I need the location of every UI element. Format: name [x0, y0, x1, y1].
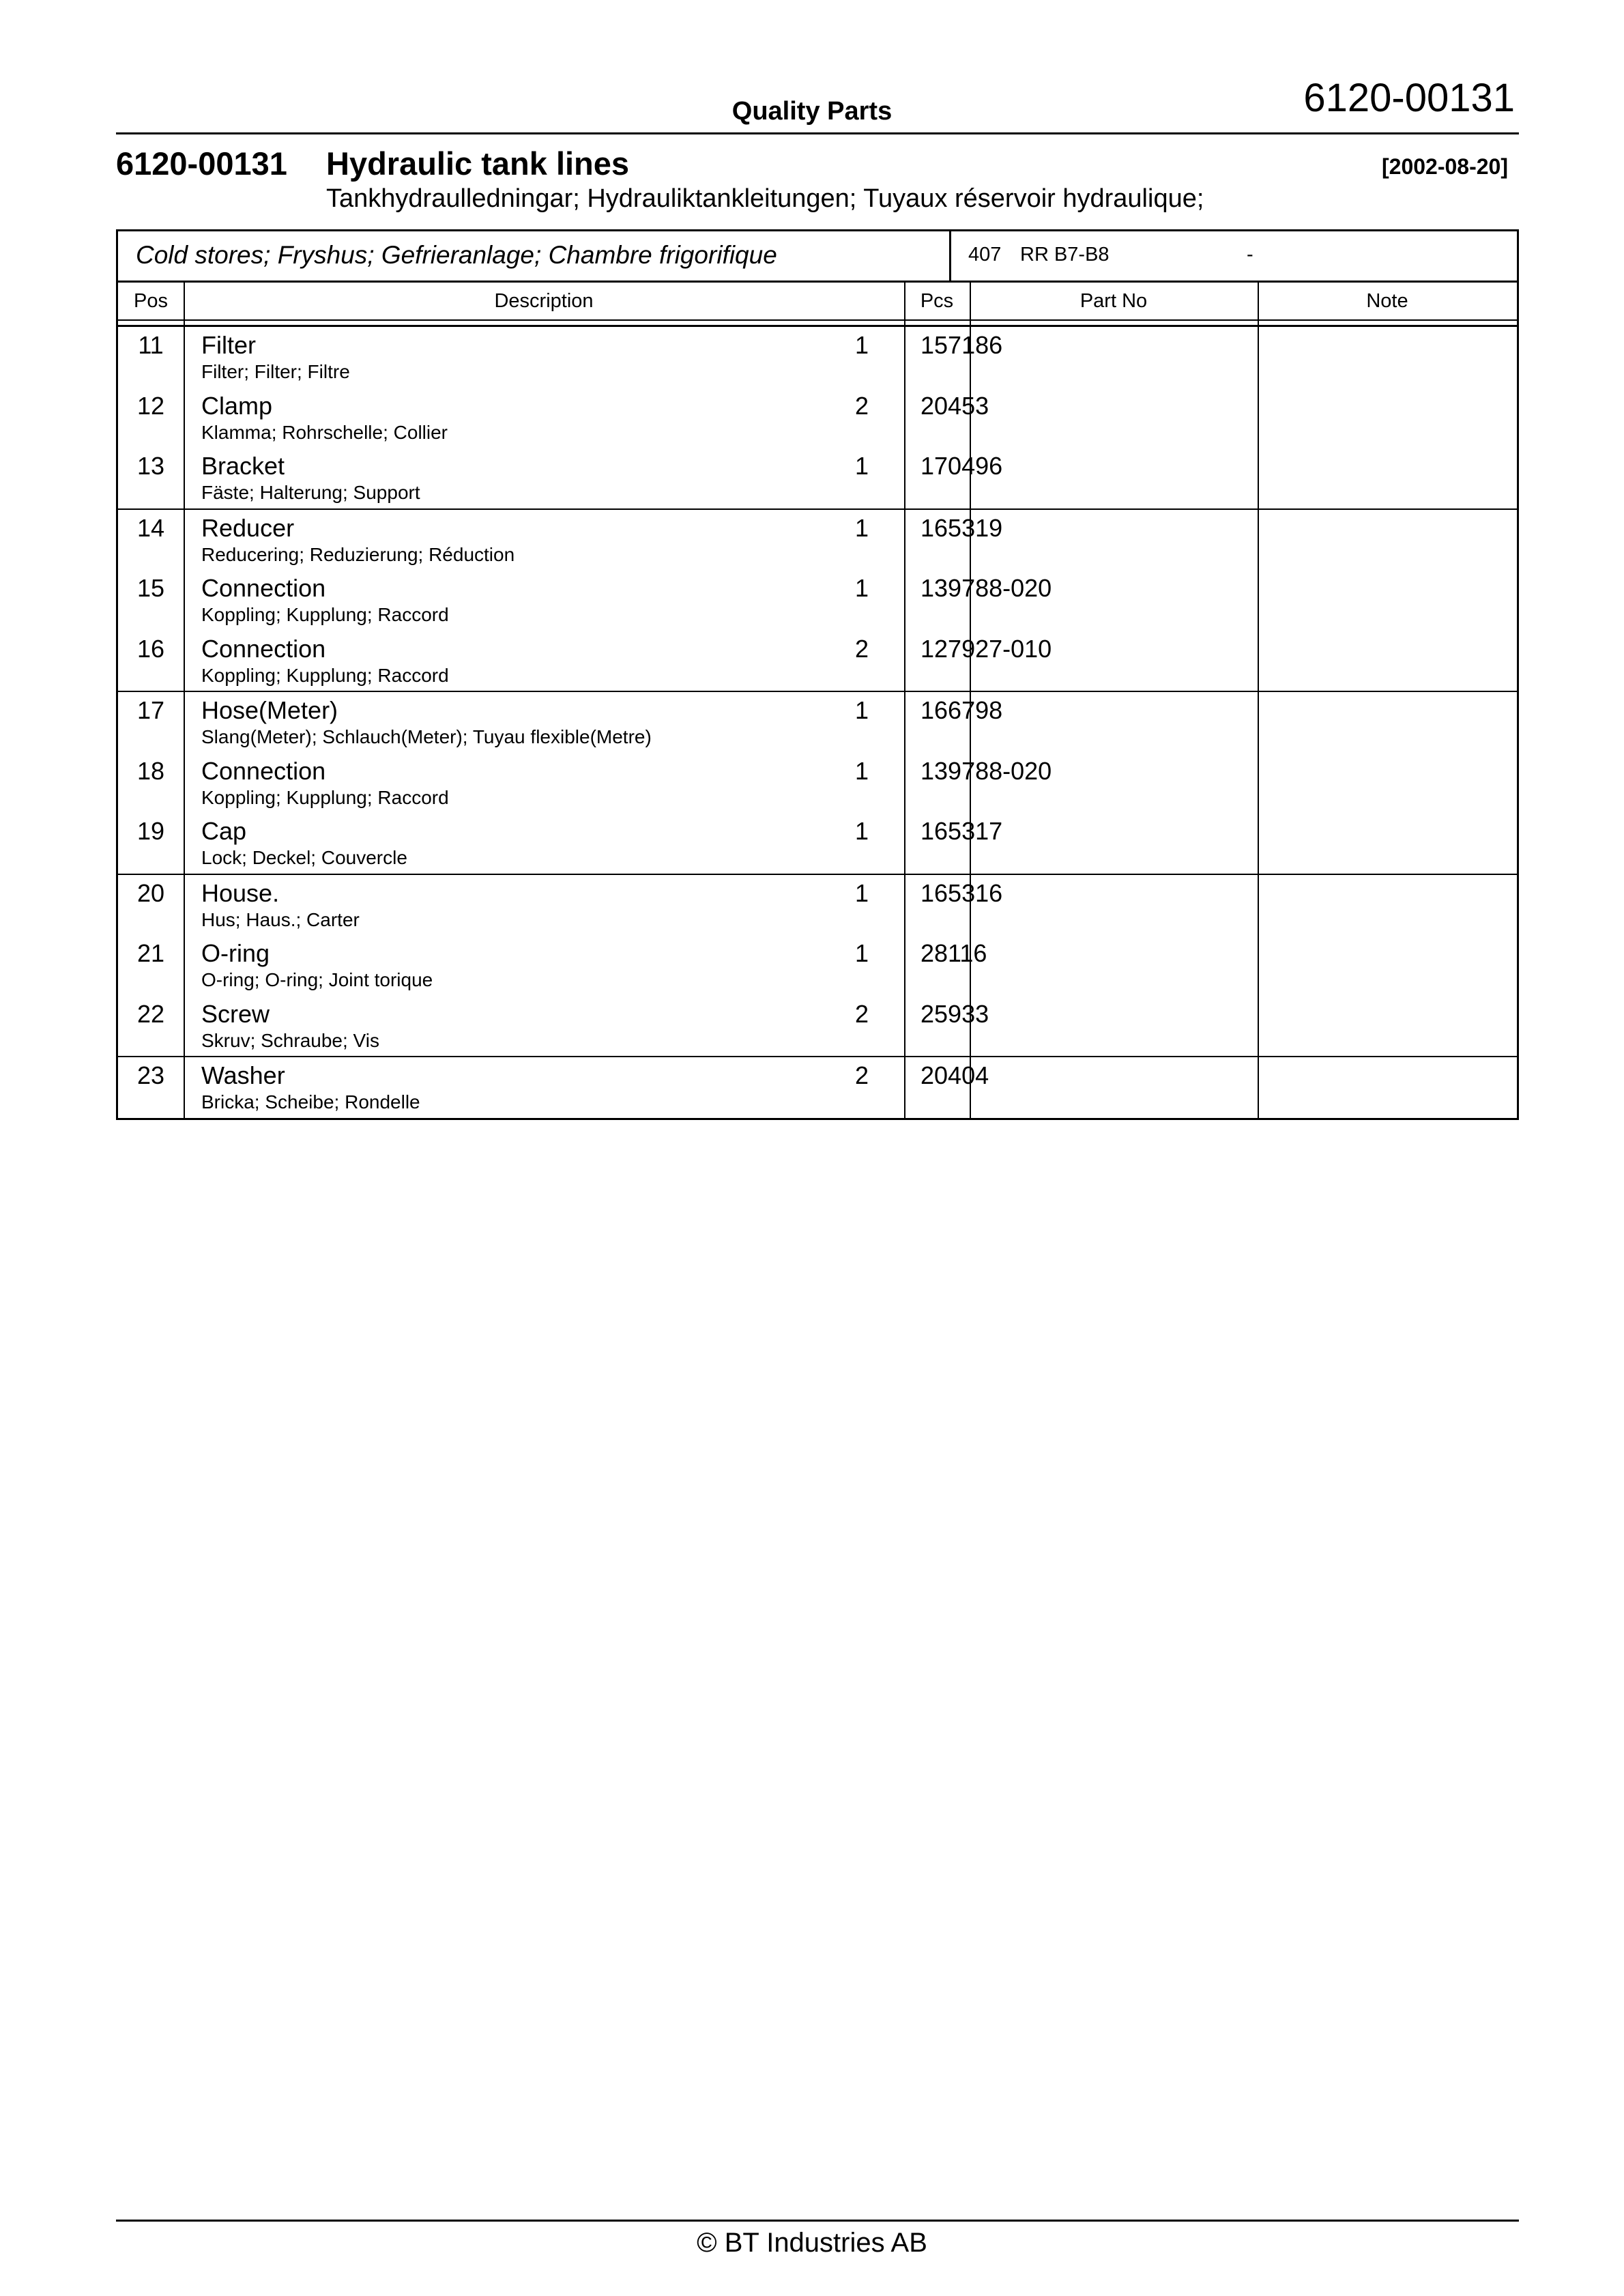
table-row — [118, 327, 1517, 388]
row-pos: 19 — [136, 817, 165, 845]
row-pos: 15 — [136, 574, 165, 602]
info-box — [116, 229, 1519, 283]
row-group — [118, 1056, 1517, 1118]
row-pos: 22 — [136, 999, 165, 1028]
row-pcs: 1 — [855, 331, 869, 359]
row-part-no: 157186 — [920, 331, 1003, 359]
column-header-note: Note — [1366, 290, 1408, 312]
row-description-translations: Filter; Filter; Filtre — [201, 361, 350, 382]
row-pos: 14 — [136, 513, 165, 542]
info-code-1: 407 — [968, 244, 1002, 266]
column-divider — [184, 281, 185, 1118]
table-body — [118, 327, 1517, 1118]
table-row — [118, 388, 1517, 448]
table-row — [118, 996, 1517, 1057]
table-row — [118, 753, 1517, 814]
row-group — [118, 508, 1517, 691]
row-pcs: 1 — [855, 939, 869, 967]
row-part-no: 20404 — [920, 1061, 989, 1089]
row-pos: 20 — [136, 878, 165, 907]
row-description: Reducer — [201, 513, 295, 542]
column-header-part-no: Part No — [1079, 290, 1148, 312]
table-row — [118, 875, 1517, 936]
info-code-2: RR B7-B8 — [1020, 244, 1110, 266]
row-description: Connection — [201, 574, 326, 602]
row-pos: 13 — [136, 452, 165, 480]
row-description: Clamp — [201, 391, 273, 420]
header-divider — [116, 132, 1519, 134]
table-row — [118, 448, 1517, 508]
row-pcs: 1 — [855, 452, 869, 480]
row-part-no: 28116 — [920, 939, 987, 967]
row-pcs: 1 — [855, 817, 869, 845]
row-pcs: 1 — [855, 878, 869, 907]
row-description-translations: O-ring; O-ring; Joint torique — [201, 969, 433, 990]
table-row — [118, 935, 1517, 996]
row-group — [118, 874, 1517, 1057]
row-part-no: 139788-020 — [920, 756, 1052, 785]
column-divider — [1258, 281, 1259, 1118]
row-description: Connection — [201, 756, 326, 785]
row-group — [118, 691, 1517, 874]
row-pcs: 2 — [855, 999, 869, 1028]
column-divider — [904, 281, 905, 1118]
page-subtitle-translations: Tankhydraulledningar; Hydrauliktankleitungen; Tuyaux réservoir hydraulique; — [326, 184, 1204, 213]
footer-divider — [116, 2220, 1519, 2222]
column-header-pos: Pos — [134, 290, 168, 312]
row-description: Screw — [201, 999, 270, 1028]
row-pcs: 1 — [855, 756, 869, 785]
row-description-translations: Koppling; Kupplung; Raccord — [201, 664, 449, 686]
row-description-translations: Skruv; Schraube; Vis — [201, 1029, 379, 1051]
row-pcs: 2 — [855, 1061, 869, 1089]
row-pcs: 1 — [855, 513, 869, 542]
table-row — [118, 570, 1517, 631]
row-description: Washer — [201, 1061, 285, 1089]
row-pcs: 2 — [855, 634, 869, 663]
header-title: Quality Parts — [731, 97, 893, 126]
row-description-translations: Reducering; Reduzierung; Réduction — [201, 543, 515, 565]
row-description-translations: Lock; Deckel; Couvercle — [201, 847, 407, 868]
table-header — [118, 281, 1517, 327]
table-row — [118, 510, 1517, 571]
row-pcs: 1 — [855, 574, 869, 602]
row-pos: 16 — [136, 634, 165, 663]
row-description-translations: Klamma; Rohrschelle; Collier — [201, 421, 448, 443]
page-title: Hydraulic tank lines — [326, 145, 630, 182]
table-row — [118, 692, 1517, 753]
row-description: Hose(Meter) — [201, 696, 338, 724]
row-part-no: 165317 — [920, 817, 1003, 845]
info-divider — [949, 231, 951, 281]
row-part-no: 165319 — [920, 513, 1003, 542]
column-header-description: Description — [494, 290, 594, 312]
row-description-translations: Bricka; Scheibe; Rondelle — [201, 1091, 420, 1113]
footer-copyright: © BT Industries AB — [697, 2228, 927, 2258]
row-part-no: 139788-020 — [920, 574, 1052, 602]
row-part-no: 20453 — [920, 391, 989, 420]
row-description-translations: Slang(Meter); Schlauch(Meter); Tuyau flexible(Metre) — [201, 726, 652, 747]
info-code-3: - — [1247, 244, 1253, 266]
row-description: O-ring — [201, 939, 270, 967]
row-pos: 23 — [136, 1061, 165, 1089]
row-pcs: 2 — [855, 391, 869, 420]
row-pos: 21 — [136, 939, 165, 967]
column-header-pcs: Pcs — [920, 290, 954, 312]
column-divider — [970, 281, 971, 1118]
row-description-translations: Koppling; Kupplung; Raccord — [201, 786, 449, 808]
row-pcs: 1 — [855, 696, 869, 724]
row-description: Filter — [201, 331, 256, 359]
page-date: [2002-08-20] — [1382, 154, 1508, 179]
page-title-number: 6120-00131 — [116, 145, 287, 182]
row-pos: 18 — [136, 756, 165, 785]
row-description: Connection — [201, 634, 326, 663]
row-part-no: 166798 — [920, 696, 1003, 724]
table-row — [118, 813, 1517, 874]
table-row — [118, 631, 1517, 691]
row-pos: 17 — [136, 696, 165, 724]
row-description: Cap — [201, 817, 247, 845]
row-description-translations: Koppling; Kupplung; Raccord — [201, 604, 449, 625]
row-part-no: 170496 — [920, 452, 1003, 480]
table-row — [118, 1057, 1517, 1118]
environment-label: Cold stores; Fryshus; Gefrieranlage; Chambre frigorifique — [136, 241, 777, 269]
header-doc-number: 6120-00131 — [1303, 76, 1515, 120]
row-description: Bracket — [201, 452, 285, 480]
row-group — [118, 327, 1517, 508]
row-pos: 12 — [136, 391, 165, 420]
row-part-no: 127927-010 — [920, 634, 1052, 663]
row-description-translations: Hus; Haus.; Carter — [201, 908, 360, 930]
row-part-no: 165316 — [920, 878, 1003, 907]
row-description: House. — [201, 878, 280, 907]
parts-table — [116, 281, 1519, 1120]
row-pos: 11 — [138, 331, 164, 359]
row-description-translations: Fäste; Halterung; Support — [201, 482, 420, 503]
row-part-no: 25933 — [920, 999, 989, 1028]
